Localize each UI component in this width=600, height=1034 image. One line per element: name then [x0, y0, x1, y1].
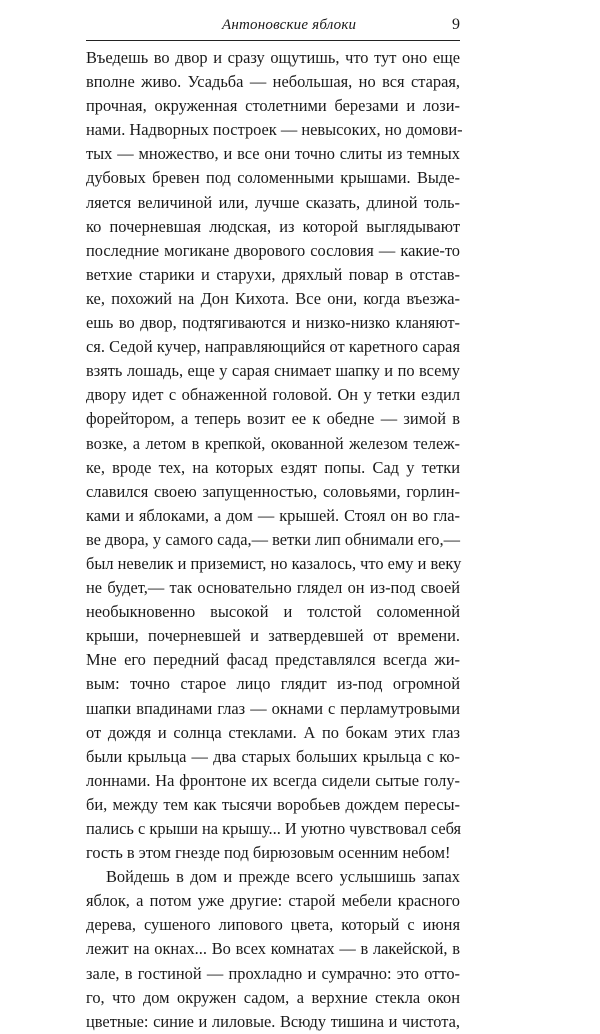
text-line: шапки впадинами глаз — окнами с перламутровыми — [86, 698, 460, 718]
text-line: Мне его передний фасад представлялся всегда жи- — [86, 650, 460, 670]
text-line: двору идет с обнаженной головой. Он у тетки ездил — [86, 385, 460, 405]
text-line: лоннами. На фронтоне их всегда сидели сытые голу- — [86, 770, 460, 790]
running-header — [86, 14, 460, 41]
text-line: вым: точно старое лицо глядит из-под огромной — [86, 674, 460, 694]
text-line: дубовых бревен под соломенными крышами. Выде- — [86, 168, 460, 188]
text-line: Въедешь во двор и сразу ощутишь, что тут оно еще — [86, 48, 460, 67]
text-line: го, что дом окружен садом, а верхние стекла окон — [86, 987, 460, 1007]
text-line: яблок, а потом уже другие: старой мебели красного — [86, 891, 460, 911]
text-line: ешь во двор, подтягиваются и низко-низко кланяют- — [86, 313, 460, 333]
text-line-paragraph-start: Войдешь в дом и прежде всего услышишь запах — [106, 867, 460, 887]
text-line: ся. Седой кучер, направляющийся от каретного сарая — [86, 337, 460, 357]
text-line: дерева, сушеного липового цвета, который с июня — [86, 915, 460, 935]
text-line: зале, в гостиной — прохладно и сумрачно: это отто- — [86, 963, 460, 983]
text-line: был невелик и приземист, но казалось, что ему и веку — [86, 553, 462, 573]
text-line: были крыльца — два старых больших крыльца с ко- — [86, 746, 460, 766]
text-line: ко почерневшая людская, из которой выглядывают — [86, 216, 460, 236]
text-line: прочная, окруженная столетними березами и лози- — [86, 96, 460, 116]
text-line: форейтором, а теперь возит ее к обедне — зимой в — [86, 409, 460, 429]
text-line: ве двора, у самого сада,— ветки лип обнимали его,— — [86, 529, 460, 549]
text-line: ляется величиной или, лучше сказать, длиной толь- — [86, 192, 460, 212]
text-line: крыши, почерневшей и затвердевшей от времени. — [86, 626, 460, 646]
running-title: Антоновские яблоки — [222, 17, 357, 33]
text-line: лежит на окнах... Во всех комнатах — в лакейской, в — [86, 939, 460, 959]
body-text — [86, 46, 463, 1034]
text-line: необыкновенно высокой и толстой соломенной — [86, 602, 460, 622]
text-line: возке, а летом в крепкой, окованной железом тележ- — [86, 433, 460, 453]
text-line: ками и яблоками, а дом — крышей. Стоял он во гла- — [86, 505, 460, 525]
text-line: взять лошадь, еще у сарая снимает шапку и по всему — [86, 361, 460, 381]
text-line: нами. Надворных построек — невысоких, но домови- — [86, 120, 463, 140]
text-line: вполне живо. Усадьба — небольшая, но вся старая, — [86, 72, 460, 92]
text-line: ке, похожий на Дон Кихота. Все они, когда въезжа- — [86, 288, 460, 308]
text-line: последние могикане дворового сословия — какие-то — [86, 240, 460, 260]
text-line: славился своею запущенностью, соловьями, горлин- — [86, 481, 460, 501]
text-line: пались с крыши на крышу... И уютно чувствовал себя — [86, 819, 462, 838]
text-line-paragraph-end: гость в этом гнезде под бирюзовым осенним небом! — [86, 843, 451, 863]
text-line: ветхие старики и старухи, дряхлый повар в отстав- — [86, 264, 460, 284]
page-number: 9 — [452, 16, 460, 33]
text-line: цветные: синие и лиловые. Всюду тишина и чистота, — [86, 1011, 460, 1031]
text-line: не будет,— так основательно глядел он из-под своей — [86, 578, 460, 598]
text-line: от дождя и солнца стеклами. А по бокам этих глаз — [86, 722, 460, 742]
text-line: тых — множество, и все они точно слиты из темных — [86, 144, 460, 164]
text-line: ке, вроде тех, на которых ездят попы. Сад у тетки — [86, 457, 460, 477]
text-line: би, между тем как тысячи воробьев дождем пересы- — [86, 794, 460, 814]
